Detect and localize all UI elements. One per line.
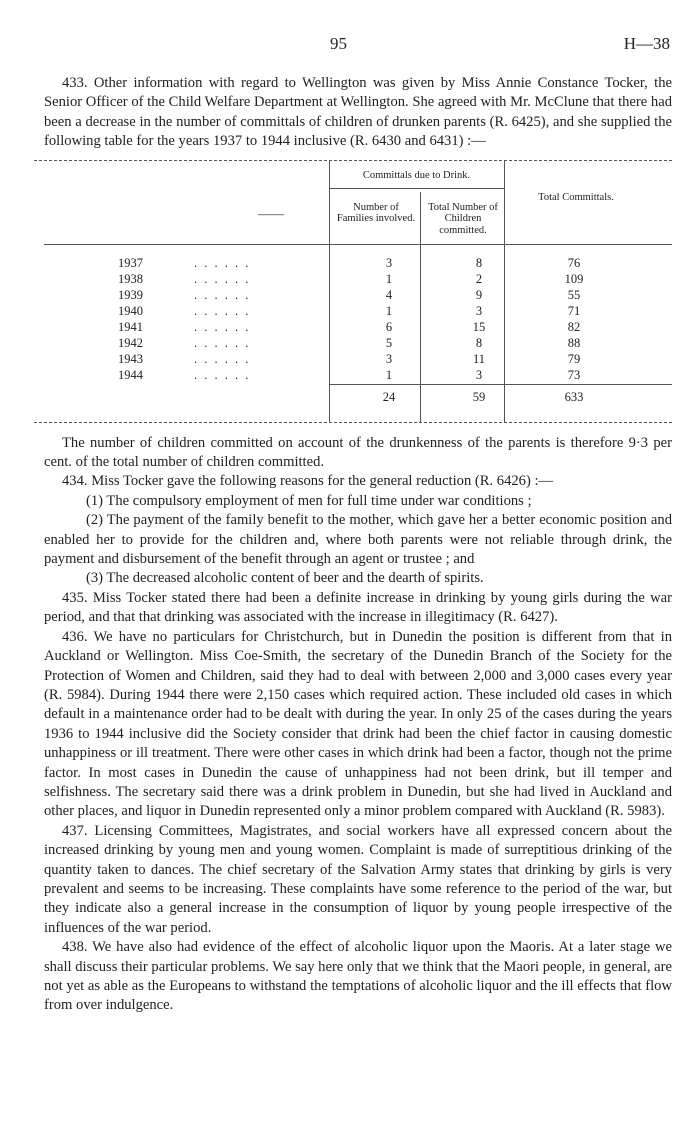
paragraph-435: 435. Miss Tocker stated there had been a definite increase in drinking by young girls during the war period, and that that drinking was associated with the increase in illegitimacy (R. 6427). [44, 589, 672, 626]
children-cell: 8 [475, 255, 483, 270]
reason-1: (1) The compulsory employment of men for full time under war conditions ; [86, 492, 532, 509]
total-cell: 55 [567, 287, 581, 302]
table-row [44, 366, 672, 381]
table-row [44, 302, 672, 317]
year-cell: 1937 [118, 255, 143, 270]
total-families: 24 [382, 389, 396, 404]
year-cell: 1943 [118, 351, 143, 366]
families-cell: 3 [385, 351, 393, 366]
leader-dots: . . . . . . [194, 367, 251, 382]
leader-dots: . . . . . . [194, 255, 251, 270]
children-cell: 3 [475, 367, 483, 382]
families-cell: 6 [385, 319, 393, 334]
total-cell: 82 [567, 319, 581, 334]
page-header [0, 34, 700, 54]
paragraph-433: 433. Other information with regard to Wellington was given by Miss Annie Constance Tocker, the Senior Officer of the Child Welfare Department at Wellington. She agreed with Mr. McClune that there had been a decrease in the number of committals of children of drunken parents (R. 6425), and she supplied the following table for the years 1937 to 1944 inclusive (R. 6430 and 6431) :— [44, 75, 672, 150]
children-cell: 15 [472, 319, 486, 334]
paragraph-after-table: The number of children committed on account of the drunkenness of the parents is therefore 9·3 per cent. of the total number of children committed. [44, 434, 672, 471]
total-cell: 109 [564, 271, 584, 286]
families-cell: 1 [385, 367, 393, 382]
children-cell: 9 [475, 287, 483, 302]
total-children: 59 [472, 389, 486, 404]
leader-dots: . . . . . . [194, 319, 251, 334]
table-row [44, 318, 672, 333]
total-cell: 79 [567, 351, 581, 366]
year-cell: 1944 [118, 367, 143, 382]
paragraph-437: 437. Licensing Committees, Magistrates, and social workers have all expressed concern about the increased drinking by young men and young women. Complaint is made of surreptitious drinking of the quantity taken to dances. The chief secretary of the Salvation Army states that drinking by girls is very prevalent and seems to be increasing. These complaints have some reference to the period of the war, but they indicate also a general increase in the consumption of liquor by young people irrespective of the influences of the war period. [44, 822, 672, 936]
children-cell: 2 [475, 271, 483, 286]
year-cell: 1941 [118, 319, 143, 334]
column-header-total: Total Committals. [538, 191, 614, 203]
year-cell: 1938 [118, 271, 143, 286]
leader-dots: . . . . . . [194, 335, 251, 350]
total-committals: 633 [564, 389, 584, 404]
leader-dots: . . . . . . [194, 287, 251, 302]
children-cell: 8 [475, 335, 483, 350]
children-cell: 3 [475, 303, 483, 318]
stub-header: —— [258, 205, 284, 221]
year-cell: 1942 [118, 335, 143, 350]
paragraph-436: 436. We have no particulars for Christchurch, but in Dunedin the position is different from that in Auckland or Wellington. Miss Coe-Smith, the secretary of the Dunedin Branch of the Society for the Protection of Women and Children, said they had to deal with between 2,000 and 3,000 cases every year (R. 5984). During 1944 there were 2,150 cases which required action. These included old cases in which default in a maintenance order had to be dealt with during the year. In only 25 of the cases during the years 1936 to 1944 inclusive did the Society consider that drink had been the chief factor in causing domestic unhappiness or ill treatment. There were other cases in which drink had been a factor, though not the prime factor. In most cases in Dunedin the cause of unhappiness had not been drink, but ill temper and selfishness. The secretary said there was a drink problem in Dunedin, but she had lived in Auckland and other places, and liquor in Dunedin represented only a minor problem compared with Auckland (R. 5983). [44, 628, 672, 820]
reason-3: (3) The decreased alcoholic content of beer and the dearth of spirits. [86, 570, 484, 587]
table-top-rule [34, 160, 672, 161]
table-row [44, 270, 672, 285]
families-cell: 4 [385, 287, 393, 302]
column-group-header: Committals due to Drink. [362, 169, 471, 181]
table-row [44, 254, 672, 269]
page-number: 95 [330, 34, 347, 53]
table-divider [44, 244, 672, 245]
document-reference: H—38 [623, 34, 670, 53]
year-cell: 1940 [118, 303, 143, 318]
leader-dots: . . . . . . [194, 351, 251, 366]
table-row [44, 334, 672, 349]
families-cell: 3 [385, 255, 393, 270]
document-body [44, 74, 672, 1016]
paragraph-434: 434. Miss Tocker gave the following reasons for the general reduction (R. 6426) :— [62, 473, 554, 490]
table-row [44, 350, 672, 365]
total-cell: 71 [567, 303, 581, 318]
leader-dots: . . . . . . [194, 271, 251, 286]
table-bottom-rule [34, 422, 672, 423]
reason-2: (2) The payment of the family benefit to the mother, which gave her a better economic position and enabled her to provide for the children and, where both parents were not reliable through drink, the payment and disbursement of the benefit through an agent or trustee ; and [44, 512, 672, 568]
column-header-children: Total Number of Children committed. [428, 201, 498, 236]
leader-dots: . . . . . . [194, 303, 251, 318]
total-cell: 73 [567, 367, 581, 382]
families-cell: 5 [385, 335, 393, 350]
table-divider [329, 188, 504, 189]
children-cell: 11 [472, 351, 486, 366]
table-row [44, 286, 672, 301]
paragraph-438: 438. We have also had evidence of the effect of alcoholic liquor upon the Maoris. At a later stage we shall discuss their particular problems. We say here only that we think that the Maori people, in general, are not yet as able as the Europeans to withstand the temptations of alcoholic liquor and the ill effects that flow from over indulgence. [44, 939, 672, 1014]
committals-table [44, 160, 672, 424]
total-cell: 88 [567, 335, 581, 350]
families-cell: 1 [385, 303, 393, 318]
column-header-families: Number of Families involved. [336, 201, 416, 225]
total-cell: 76 [567, 255, 581, 270]
families-cell: 1 [385, 271, 393, 286]
year-cell: 1939 [118, 287, 143, 302]
